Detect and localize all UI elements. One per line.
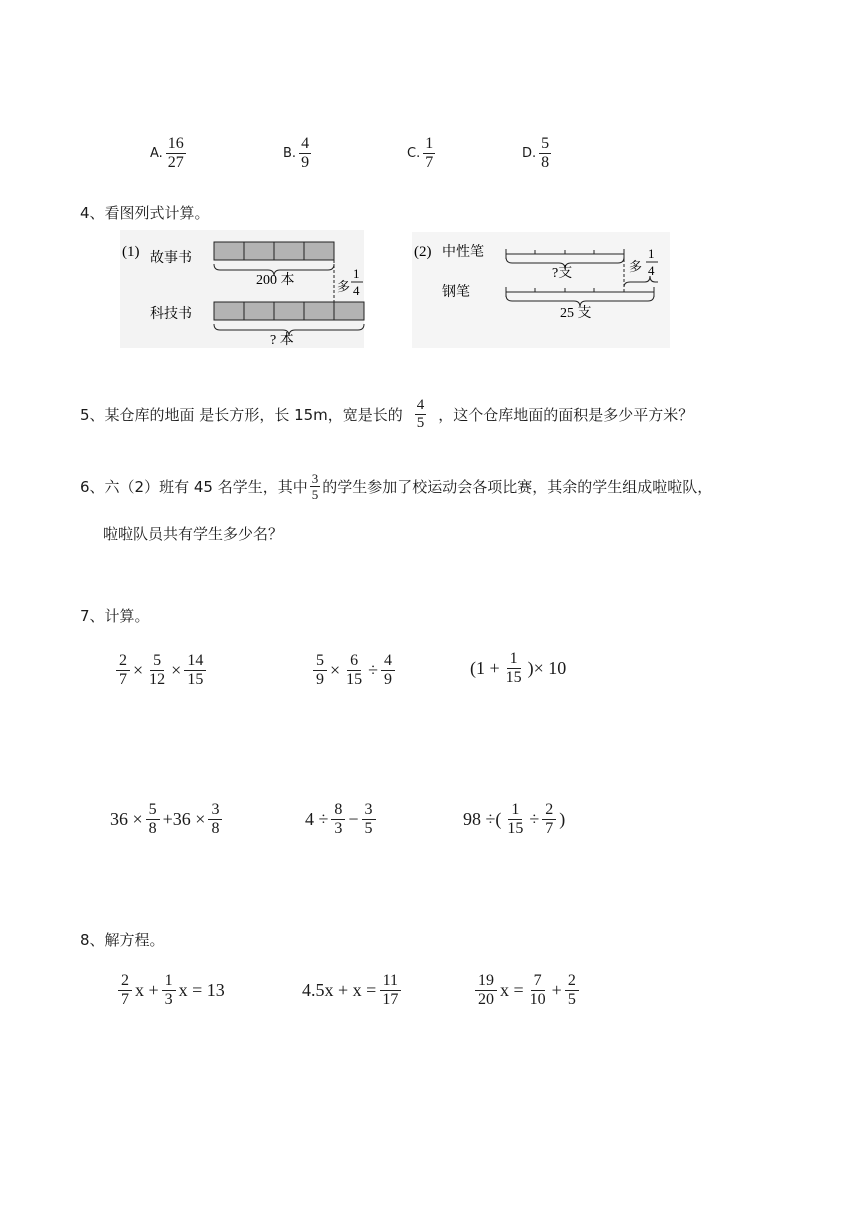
fraction: $\frac{6}{15}$ (346, 652, 363, 688)
equation-3: $\frac{19}{20}$ x = $\frac{7}{10}$ + $\frac{2}{5}$ (475, 973, 579, 1008)
fraction: $\frac{1}{3}$ (162, 973, 176, 1008)
fraction: $\frac{5}{12}$ (149, 652, 166, 688)
fraction-den: 4 (648, 263, 655, 278)
line-value: ?支 (552, 266, 573, 281)
question-7-title: 7、计算。 (80, 607, 150, 625)
equation-2: 4.5x + x = $\frac{11}{17}$ (302, 973, 401, 1008)
fraction-num: 1 (648, 246, 655, 261)
fraction: $\frac{1}{15}$ (507, 801, 524, 837)
choice-a: A. $\frac{16}{27}$ (150, 135, 184, 171)
calc-expression-3: (1 + $\frac{1}{15}$ )× 10 (470, 650, 567, 686)
fraction: $\frac{2}{7}$ (118, 973, 132, 1008)
fraction: $\frac{19}{20}$ (475, 973, 497, 1008)
fraction: $\frac{4}{5}$ (416, 397, 425, 431)
diagram-tag: (2) (414, 244, 432, 260)
fraction: $\frac{14}{15}$ (184, 653, 206, 688)
bar-value: ? 本 (270, 333, 294, 348)
fraction: $\frac{5}{8}$ (146, 802, 160, 837)
equation-1: $\frac{2}{7}$ x + $\frac{1}{3}$ x = 13 (118, 973, 225, 1008)
calc-expression-5: 4 ÷ $\frac{8}{3}$ − $\frac{3}{5}$ (305, 802, 376, 837)
fraction: $\frac{7}{10}$ (529, 972, 546, 1008)
fraction: $\frac{5}{9}$ (313, 653, 327, 688)
choice-c: C. $\frac{1}{7}$ (407, 135, 434, 171)
calc-expression-4: 36 × $\frac{5}{8}$ +36 × $\frac{3}{8}$ (110, 802, 222, 837)
fraction: $\frac{1}{15}$ (505, 650, 522, 686)
diagram-tag: (1) (122, 244, 140, 260)
fraction: $\frac{5}{8}$ (541, 135, 550, 171)
fraction: $\frac{1}{7}$ (425, 135, 434, 171)
question-8-title: 8、解方程。 (80, 931, 165, 949)
more-label: 多 (629, 259, 643, 274)
fraction: $\frac{2}{5}$ (565, 973, 579, 1008)
bar-diagram-2 (412, 232, 672, 350)
calc-expression-1: $\frac{2}{7}$ × $\frac{5}{12}$ × $\frac{14}{15}$ (116, 653, 206, 688)
fraction: $\frac{16}{27}$ (167, 135, 184, 171)
fraction: $\frac{3}{5}$ (362, 802, 376, 837)
fraction-num: 1 (353, 266, 360, 281)
fraction: $\frac{3}{8}$ (208, 802, 222, 837)
fraction: $\frac{2}{7}$ (116, 653, 130, 688)
fraction: $\frac{4}{9}$ (301, 135, 310, 171)
bar-diagram-1 (120, 230, 370, 350)
fraction: $\frac{2}{7}$ (542, 802, 556, 837)
choice-b: B. $\frac{4}{9}$ (283, 135, 310, 171)
calc-expression-6: 98 ÷( $\frac{1}{15}$ ÷ $\frac{2}{7}$ ) (463, 801, 566, 837)
question-5: 5、某仓库的地面 是长方形，长 15m，宽是长的 $\frac{4}{5}$ ，这个仓库地面的面积是多少平方米？ (80, 397, 694, 431)
fraction-den: 4 (353, 283, 360, 298)
fraction: $\frac{4}{9}$ (381, 653, 395, 688)
science-book-bar (214, 302, 364, 320)
question-6: 6、六（2）班有 45 名学生，其中 $\frac{3}{5}$ 的学生参加了校运动会各项比赛，其余的学生组成啦啦队， (80, 471, 713, 502)
question-6-line-2: 啦啦队员共有学生多少名？ (103, 525, 284, 543)
row-label: 钢笔 (442, 285, 470, 300)
row-label: 中性笔 (442, 245, 484, 260)
choice-d: D. $\frac{5}{8}$ (522, 135, 550, 171)
row-label: 故事书 (150, 251, 192, 266)
more-label: 多 (337, 279, 351, 294)
fraction: $\frac{11}{17}$ (379, 973, 401, 1008)
calc-expression-2: $\frac{5}{9}$ × $\frac{6}{15}$ ÷ $\frac{4}{9}$ (313, 653, 395, 688)
fraction: $\frac{8}{3}$ (331, 802, 345, 837)
bar-value: 200 本 (256, 273, 295, 288)
question-4-title: 4、看图列式计算。 (80, 204, 210, 222)
row-label: 科技书 (150, 307, 192, 322)
line-value: 25 支 (560, 306, 592, 321)
fraction: $\frac{3}{5}$ (311, 471, 319, 502)
